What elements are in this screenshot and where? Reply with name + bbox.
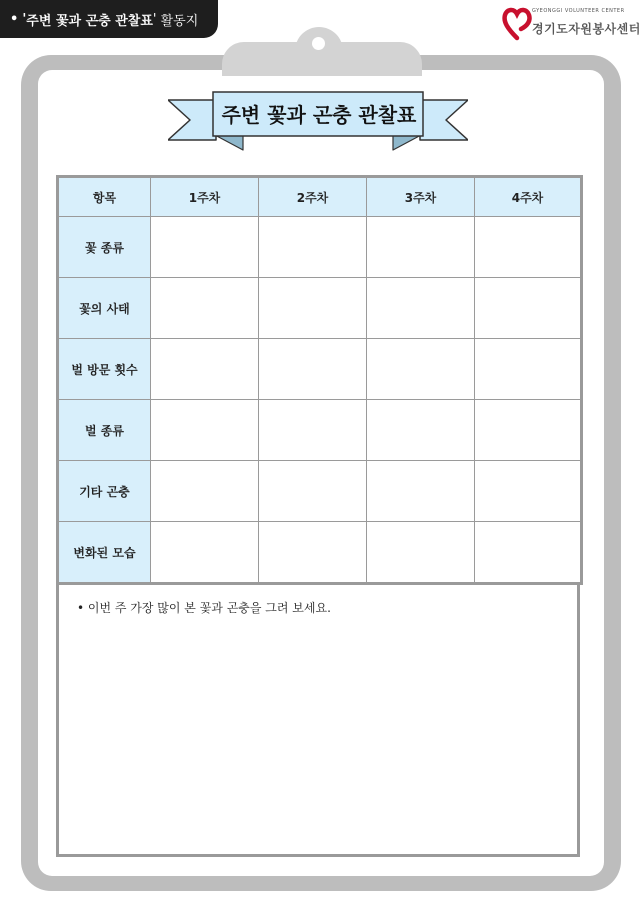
entry-cell[interactable] [151,522,259,584]
column-header-week1: 1주차 [151,177,259,217]
row-header: 벌 방문 횟수 [58,339,151,400]
org-name-small: GYEONGGI VOLUNTEER CENTER [532,8,625,14]
quote-close: ' [152,11,157,27]
row-header: 기타 곤충 [58,461,151,522]
row-header: 변화된 모습 [58,522,151,584]
row-header: 벌 종류 [58,400,151,461]
org-logo [502,6,641,42]
entry-cell[interactable] [475,522,582,584]
drawing-instruction: • 이번 주 가장 많이 본 꽃과 곤충을 그려 보세요. [77,601,331,615]
entry-cell[interactable] [475,217,582,278]
entry-cell[interactable] [259,522,367,584]
entry-cell[interactable] [259,400,367,461]
table-row [58,278,582,339]
entry-cell[interactable] [367,461,475,522]
entry-cell[interactable] [367,339,475,400]
heart-logo-icon [502,7,532,41]
entry-cell[interactable] [259,278,367,339]
column-header-item: 항목 [58,177,151,217]
table-row [58,461,582,522]
entry-cell[interactable] [151,339,259,400]
entry-cell[interactable] [367,400,475,461]
entry-cell[interactable] [475,339,582,400]
clip-hole [312,37,325,50]
column-header-week3: 3주차 [367,177,475,217]
bullet: • [10,11,19,27]
entry-cell[interactable] [367,278,475,339]
worksheet-title: 주변 꽃과 곤충 관찰표 [221,102,417,127]
entry-cell[interactable] [151,400,259,461]
sheet-suffix: 활동지 [156,13,199,29]
entry-cell[interactable] [367,522,475,584]
table-row [58,217,582,278]
entry-cell[interactable] [151,461,259,522]
entry-cell[interactable] [475,461,582,522]
entry-cell[interactable] [259,339,367,400]
column-header-week2: 2주차 [259,177,367,217]
activity-sheet-label [0,0,218,38]
column-header-week4: 4주차 [475,177,582,217]
org-name: 경기도자원봉사센터 [532,22,641,36]
quote-open: ' [22,11,27,27]
observation-table [56,175,583,585]
entry-cell[interactable] [259,461,367,522]
entry-cell[interactable] [475,278,582,339]
table-row [58,522,582,584]
table-row [58,339,582,400]
table-header-row [58,177,582,217]
entry-cell[interactable] [259,217,367,278]
entry-cell[interactable] [151,217,259,278]
entry-cell[interactable] [367,217,475,278]
sheet-title: 주변 꽃과 곤충 관찰표 [26,13,153,29]
drawing-area[interactable] [56,584,580,857]
row-header: 꽃의 사태 [58,278,151,339]
row-header: 꽃 종류 [58,217,151,278]
table-row [58,400,582,461]
entry-cell[interactable] [151,278,259,339]
entry-cell[interactable] [475,400,582,461]
